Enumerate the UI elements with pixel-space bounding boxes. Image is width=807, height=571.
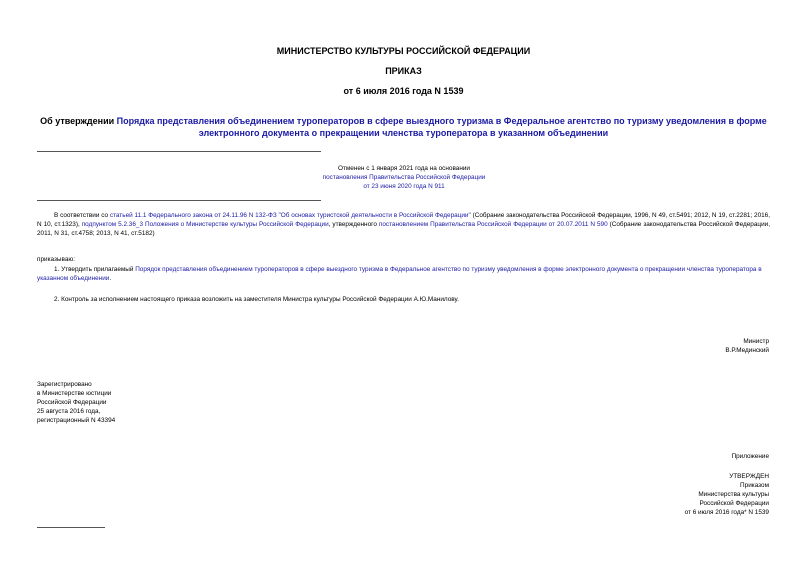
order-item-1 [37,265,770,283]
revocation-line: Отменен с 1 января 2021 года на основании [337,165,470,172]
order-item-2: 2. Контроль за исполнением настоящего приказа возложить на заместителя Министра культуры Российской Федерации А.Ю.Манилову. [54,296,459,303]
registration-line-2: в Министерстве юстиции [37,390,112,397]
item1-link-procedure[interactable]: Порядок представления объединением туроператоров в сфере выездного туризма в Федеральное агентство по туризму уведомления в форме электронного документа о прекращении членства туроператора в указанном объединении [37,266,762,282]
signature-block [569,337,769,355]
preamble-text-1: В соответствии со [54,212,110,219]
approval-line-1: УТВЕРЖДЕН [729,473,769,480]
divider-top [37,151,321,152]
preamble-text-4: (Собрание законодательства Российской Федерации, 2011, N 31, ст.4758; 2013, N 41, ст.5182) [37,221,770,237]
item1-text: 1. Утвердить прилагаемый [54,266,136,273]
approval-block [569,472,769,517]
appendix-label: Приложение [731,453,769,460]
approval-line-5: от 6 июля 2016 года* N 1539 [684,509,769,516]
approval-line-2: Приказом [740,482,769,489]
preamble-paragraph [37,211,770,238]
preamble-text-3: , утвержденного [328,221,379,228]
revocation-note [259,164,549,191]
signature-name: В.Р.Мединский [725,347,769,354]
approval-line-3: Министерства культуры [698,491,769,498]
registration-line-3: Российской Федерации [37,399,107,406]
preamble-link-law[interactable]: статьей 11.1 Федерального закона от 24.11.96 N 132-ФЗ "Об основах туристской деятельности в Российской Федерации" [109,212,471,219]
title-link-line2[interactable]: электронного документа о прекращении членства туроператора в указанном объединении [198,128,609,138]
revocation-link-decree[interactable]: постановления Правительства Российской Федерации [322,174,486,181]
footnote-divider [37,527,105,528]
title-prefix: Об утверждении [40,116,117,126]
registration-block [37,380,237,425]
item1-end: . [109,275,112,282]
registration-line-4: 25 августа 2016 года, [37,408,101,415]
title-link-line1[interactable]: Порядка представления объединением туроператоров в сфере выездного туризма в Федеральное агентство по туризму уведомления в форме [116,116,767,126]
preamble-link-decree[interactable]: постановлением Правительства Российской Федерации от 20.07.2011 N 590 [378,221,608,228]
document-date-number: от 6 июля 2016 года N 1539 [343,86,464,96]
registration-line-5: регистрационный N 43394 [37,417,116,424]
divider-bottom [37,200,321,201]
registration-line-1: Зарегистрировано [37,381,92,388]
preamble-link-regulation[interactable]: подпунктом 5.2.36_3 Положения о Министерстве культуры Российской Федерации [81,221,329,228]
signature-position: Министр [743,338,769,345]
ministry-heading: МИНИСТЕРСТВО КУЛЬТУРЫ РОССИЙСКОЙ ФЕДЕРАЦИИ [276,46,531,56]
preamble-text-2: (Собрание законодательства Российской Федерации, 1996, N 49, ст.5491; 2012, N 19, ст.2281; 2016, N 10, ст.1323), [37,212,771,228]
document-title [0,115,807,139]
document-type: ПРИКАЗ [385,66,422,76]
order-word: приказываю: [37,256,75,263]
approval-line-4: Российской Федерации [699,500,769,507]
revocation-link-date[interactable]: от 23 июня 2020 года N 911 [363,183,445,190]
